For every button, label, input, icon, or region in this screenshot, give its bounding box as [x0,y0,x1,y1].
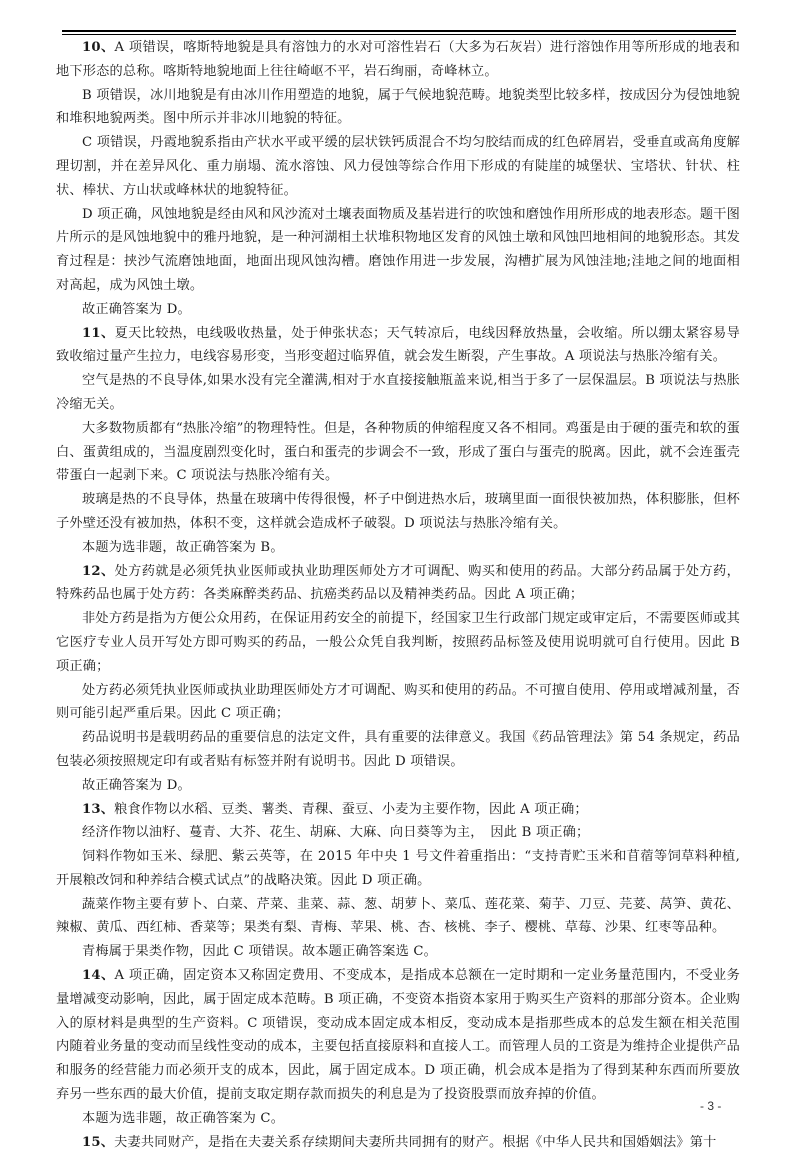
paragraph [56,607,740,678]
header-rule [62,30,736,32]
page-number: - 3 - [700,1099,722,1113]
paragraph-text: 饲料作物如玉米、绿肥、紫云英等，在 2015 年中央 1 号文件着重指出：“支持青贮玉米和苜蓿等饲草料种植,开展粮改饲和种养结合模式试点”的战略决策。因此 D 项正确。 [56,849,740,888]
paragraph [56,679,740,727]
paragraph [56,821,740,845]
paragraph [56,298,740,322]
question-number: 13、 [82,801,115,817]
paragraph-text: B 项错误，冰川地貌是有由冰川作用塑造的地貌，属于气候地貌范畴。地貌类型比较多样，按成因分为侵蚀地貌和堆积地貌两类。图中所示并非冰川地貌的特征。 [56,87,740,127]
question-number: 10、 [82,40,115,55]
paragraph [56,798,740,822]
paragraph-text: 大多数物质都有“热胀冷缩”的物理特性。但是，各种物质的伸缩程度又各不相同。鸡蛋是由于硬的蛋壳和软的蛋白、蛋黄组成的，当温度剧烈变化时，蛋白和蛋壳的步调会不一致，形成了蛋白与蛋壳的脱离。因此，就不会连蛋壳带蛋白一起剥下来。C 项说法与热胀冷缩有关。 [56,420,740,484]
paragraph [56,726,740,774]
paragraph [56,417,740,488]
paragraph-text: 药品说明书是载明药品的重要信息的法定文件，具有重要的法律意义。我国《药品管理法》第 54 条规定，药品包装必须按照规定印有或者贴有标签并附有说明书。因此 D 项错误。 [56,730,740,769]
paragraph-text: A 项错误，喀斯特地貌是具有溶蚀力的水对可溶性岩石（大多为石灰岩）进行溶蚀作用等所形成的地表和地下形态的总称。喀斯特地貌地面上往往崎岖不平，岩石绚丽，奇峰林立。 [56,40,740,79]
paragraph [56,1131,740,1154]
paragraph-text: 本题为选非题，故正确答案为 B。 [82,539,284,555]
paragraph-text: 故正确答案为 D。 [82,301,191,317]
paragraph-text: 空气是热的不良导体,如果水没有完全灌满,相对于水直接接触瓶盖来说,相当于多了一层保温层。B 项说法与热胀冷缩无关。 [56,373,740,412]
paragraph [56,845,740,893]
paragraph [56,560,740,608]
question-number: 14、 [82,968,115,984]
paragraph-text: 经济作物以油籽、蔓青、大芥、花生、胡麻、大麻、向日葵等为主， 因此 B 项正确； [82,825,590,841]
paragraph-text: 非处方药是指为方便公众用药，在保证用药安全的前提下，经国家卫生行政部门规定或审定后，不需要医师或其它医疗专业人员开写处方即可购买的药品，一般公众凭自我判断，按照药品标签及使用说明就可自行使用。因此 B 项正确； [56,611,740,674]
paragraph [56,893,740,941]
paragraph [56,964,740,1107]
paragraph-text: D 项正确，风蚀地貌是经由风和风沙流对土壤表面物质及基岩进行的吹蚀和磨蚀作用所形成的地表形态。题干图片所示的是风蚀地貌中的雅丹地貌，是一种河湖相土状堆积物地区发育的风蚀土墩和风蚀凹地相间的地貌形态。其发育过程是：挟沙气流磨蚀地面，地面出现风蚀沟槽。磨蚀作用进一步发展，沟槽扩展为风蚀洼地;洼地之间的地面相对高起，成为风蚀土墩。 [56,206,740,293]
paragraph-text: 粮食作物以水稻、豆类、薯类、青稞、蚕豆、小麦为主要作物，因此 A 项正确； [114,801,588,817]
paragraph [56,1107,740,1131]
paragraph [56,322,740,370]
paragraph-text: 本题为选非题，故正确答案为 C。 [82,1110,285,1126]
paragraph [56,488,740,536]
paragraph-text: 玻璃是热的不良导体，热量在玻璃中传得很慢，杯子中倒进热水后，玻璃里面一面很快被加热，体积膨胀，但杯子外壁还没有被加热，体积不变，这样就会造成杯子破裂。D 项说法与热胀冷缩有关。 [56,492,740,531]
paragraph-text: 故正确答案为 D。 [82,777,191,793]
paragraph [56,203,740,298]
paragraph-text: 处方药必须凭执业医师或执业助理医师处方才可调配、购买和使用的药品。不可擅自使用、停用或增减剂量，否则可能引起严重后果。因此 C 项正确； [56,682,740,722]
paragraph [56,84,740,132]
paragraph-text: 蔬菜作物主要有萝卜、白菜、芹菜、韭菜、蒜、葱、胡萝卜、菜瓜、莲花菜、菊芋、刀豆、芫荽、莴笋、黄花、辣椒、黄瓜、西红柿、香菜等；果类有梨、青梅、苹果、桃、杏、核桃、李子、樱桃、草莓、沙果、红枣等品种。 [56,896,740,936]
question-number: 15、 [82,1134,115,1150]
paragraph [56,940,740,964]
paragraph [56,131,740,202]
paragraph [56,536,740,560]
paragraph-text: C 项错误，丹霞地貌系指由产状水平或平缓的层状铁钙质混合不均匀胶结而成的红色碎屑岩，受垂直或高角度解理切割，并在差异风化、重力崩塌、流水溶蚀、风力侵蚀等综合作用下形成的有陡崖的城堡状、宝塔状、针状、柱状、棒状、方山状或峰林状的地貌特征。 [56,135,740,198]
paragraph-text: 青梅属于果类作物，因此 C 项错误。故本题正确答案选 C。 [82,944,438,960]
paragraph-text: A 项正确，固定资本又称固定费用、不变成本，是指成本总额在一定时期和一定业务量范围内，不受业务量增减变动影响，因此，属于固定成本范畴。B 项正确，不变资本指资本家用于购买生产资料的那部分资本。企业购入的原材料是典型的生产资料。C 项错误，变动成本固定成本相反，变动成本是指那些成本的总发生额在相关范围内随着业务量的变动而呈线性变动的成本，主要包括直接原料和直接人工。而管理人员的工资是为维持企业提供产品和服务的经营能力而必须开支的成本，因此，属于固定成本。D 项正确，机会成本是指为了得到某种东西而所要放弃另一些东西的最大价值，提前支取定期存款而损失的利息是为了投资股票而放弃掉的价值。 [56,968,740,1103]
paragraph [56,774,740,798]
question-number: 11、 [82,325,115,341]
paragraph-text: 夫妻共同财产，是指在夫妻关系存续期间夫妻所共同拥有的财产。根据《中华人民共和国婚姻法》第十 [114,1134,717,1150]
paragraph-text: 夏天比较热，电线吸收热量，处于伸张状态；天气转凉后，电线因释放热量，会收缩。所以绷太紧容易导致收缩过量产生拉力，电线容易形变，当形变超过临界值，就会发生断裂，产生事故。A 项说法与热胀冷缩有关。 [56,325,741,365]
paragraph-text: 处方药就是必须凭执业医师或执业助理医师处方才可调配、购买和使用的药品。大部分药品属于处方药，特殊药品也属于处方药：各类麻醉类药品、抗癌类药品以及精神类药品。因此 A 项正确； [56,563,741,603]
paragraph [56,369,740,417]
document-body [56,36,741,1150]
paragraph [56,36,740,84]
question-number: 12、 [82,563,115,579]
